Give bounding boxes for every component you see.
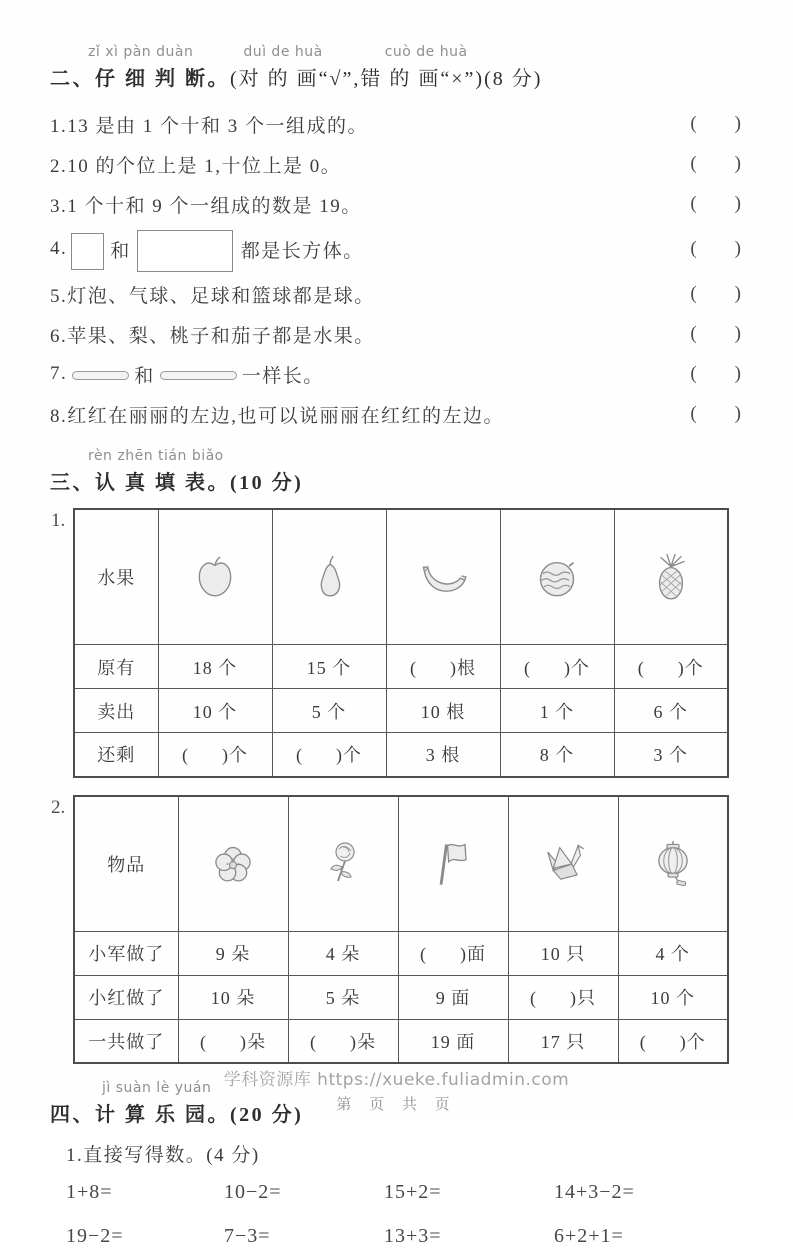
row-label: 水果 [74,509,158,645]
pineapple-icon [614,509,728,645]
answer-blank: ( ) [690,153,741,174]
table-cell: 8 个 [500,733,614,777]
banana-icon [386,509,500,645]
question-row-6 [50,314,741,354]
row-label: 一共做了 [74,1019,178,1063]
question-text: 和 [110,240,131,262]
section4-heading: 四、计 算 乐 园。(20 分) [50,1104,304,1126]
question-text [50,226,364,272]
apple-icon [158,509,272,645]
table-cell: ( )个 [158,733,272,777]
question-text: 一样长。 [241,365,324,387]
answer-blank: ( ) [690,283,741,304]
table-cell: ( )个 [618,1019,728,1063]
row-label: 小军做了 [74,931,178,975]
table-cell: 5 朵 [288,975,398,1019]
plum-blossom-icon [178,796,288,932]
answer-blank: ( ) [690,238,741,259]
table-number: 1. [51,510,66,531]
table-row [74,796,728,932]
page-footer [0,1065,793,1114]
pear-icon [272,509,386,645]
table-row [74,509,728,645]
answer-blank: ( ) [690,323,741,344]
question-row-2 [50,144,741,184]
table-row [74,1019,728,1063]
table-cell: ( )朵 [178,1019,288,1063]
table-row [74,931,728,975]
question-number: 7. [50,363,68,384]
calc-row-1 [66,1173,741,1211]
table-cell: 4 朵 [288,931,398,975]
table-number: 2. [51,796,66,818]
question-row-1 [50,104,741,144]
question-text: 和 [134,365,155,387]
table-cell: ( )根 [386,645,500,689]
answer-blank: ( ) [690,193,741,214]
items-table-block [51,795,741,1065]
question-text [50,361,324,388]
table-cell: 9 面 [398,975,508,1019]
table-cell: 1 个 [500,689,614,733]
question-number: 4. [50,238,68,259]
fruit-table-block [51,508,741,778]
table-cell: 10 个 [618,975,728,1019]
question-text: 都是长方体。 [240,240,364,262]
section4-pinyin: jì suàn lè yuán [102,1080,212,1096]
expression: 6+2+1= [554,1224,624,1247]
row-label: 卖出 [74,689,158,733]
expression: 1+8= [66,1180,113,1203]
judgment-questions [50,104,741,434]
table-cell: 10 根 [386,689,500,733]
row-label: 原有 [74,645,158,689]
pinyin-text: zǐ xì pàn duàn [88,44,194,60]
question-row-3 [50,184,741,224]
expression: 19−2= [66,1224,124,1247]
section2-title: 二、仔 细 判 断。 [50,68,230,90]
expression: 10−2= [224,1180,282,1203]
section2-note: (对 的 画“√”,错 的 画“×”)(8 分) [230,68,543,90]
watermelon-icon [500,509,614,645]
rectangle-shape [137,230,233,272]
row-label: 物品 [74,796,178,932]
table-cell: 10 只 [508,931,618,975]
table-cell: 10 个 [158,689,272,733]
table-cell: 19 面 [398,1019,508,1063]
question-row-8 [50,394,741,434]
question-text: 6.苹果、梨、桃子和茄子都是水果。 [50,325,375,347]
table-row [74,733,728,777]
table-cell: ( )只 [508,975,618,1019]
table-cell: 4 个 [618,931,728,975]
footer-page-label: 第 页 共 页 [336,1097,457,1113]
question-text: 2.10 的个位上是 1,十位上是 0。 [50,155,342,177]
square-shape [71,233,104,270]
items-table [73,795,729,1065]
table-cell: ( )个 [500,645,614,689]
footer-source-link[interactable]: 学科资源库 https://xueke.fuliadmin.com [223,1070,570,1090]
question-text: 3.1 个十和 9 个一组成的数是 19。 [50,195,362,217]
table-row [74,645,728,689]
pinyin-text: duì de huà [243,44,323,60]
lantern-icon [618,796,728,932]
table-row [74,975,728,1019]
stick-shape-short [72,371,129,380]
question-row-7 [50,354,741,394]
table-cell: ( )个 [614,645,728,689]
row-label: 还剩 [74,733,158,777]
rose-icon [288,796,398,932]
table-cell: 15 个 [272,645,386,689]
expression: 7−3= [224,1224,271,1247]
question-text: 8.红红在丽丽的左边,也可以说丽丽在红红的左边。 [50,405,505,427]
paper-crane-icon [508,796,618,932]
answer-blank: ( ) [690,113,741,134]
table-cell: 3 根 [386,733,500,777]
section2-pinyin [88,44,741,60]
section3-pinyin: rèn zhēn tián biǎo [88,448,224,464]
fruit-table [73,508,729,778]
stick-shape-long [160,371,237,380]
calc-row-2 [66,1217,741,1255]
section4-subheading: 1.直接写得数。(4 分) [66,1145,260,1166]
section2-heading [50,62,741,91]
section3-heading: 三、认 真 填 表。(10 分) [50,472,304,494]
table-cell: ( )个 [272,733,386,777]
question-row-5 [50,274,741,314]
expression: 14+3−2= [554,1180,635,1203]
table-cell: 18 个 [158,645,272,689]
question-row-4 [50,224,741,274]
table-cell: ( )朵 [288,1019,398,1063]
answer-blank: ( ) [690,363,741,384]
table-cell: 9 朵 [178,931,288,975]
expression: 15+2= [384,1180,442,1203]
table-cell: 17 只 [508,1019,618,1063]
table-cell: 10 朵 [178,975,288,1019]
flag-icon [398,796,508,932]
table-row [74,689,728,733]
table-cell: 5 个 [272,689,386,733]
pinyin-text: cuò de huà [384,44,468,60]
question-text: 1.13 是由 1 个十和 3 个一组成的。 [50,115,369,137]
table-cell: 3 个 [614,733,728,777]
row-label: 小红做了 [74,975,178,1019]
table-cell: ( )面 [398,931,508,975]
expression: 13+3= [384,1224,442,1247]
question-text: 5.灯泡、气球、足球和篮球都是球。 [50,285,375,307]
table-cell: 6 个 [614,689,728,733]
answer-blank: ( ) [690,403,741,424]
